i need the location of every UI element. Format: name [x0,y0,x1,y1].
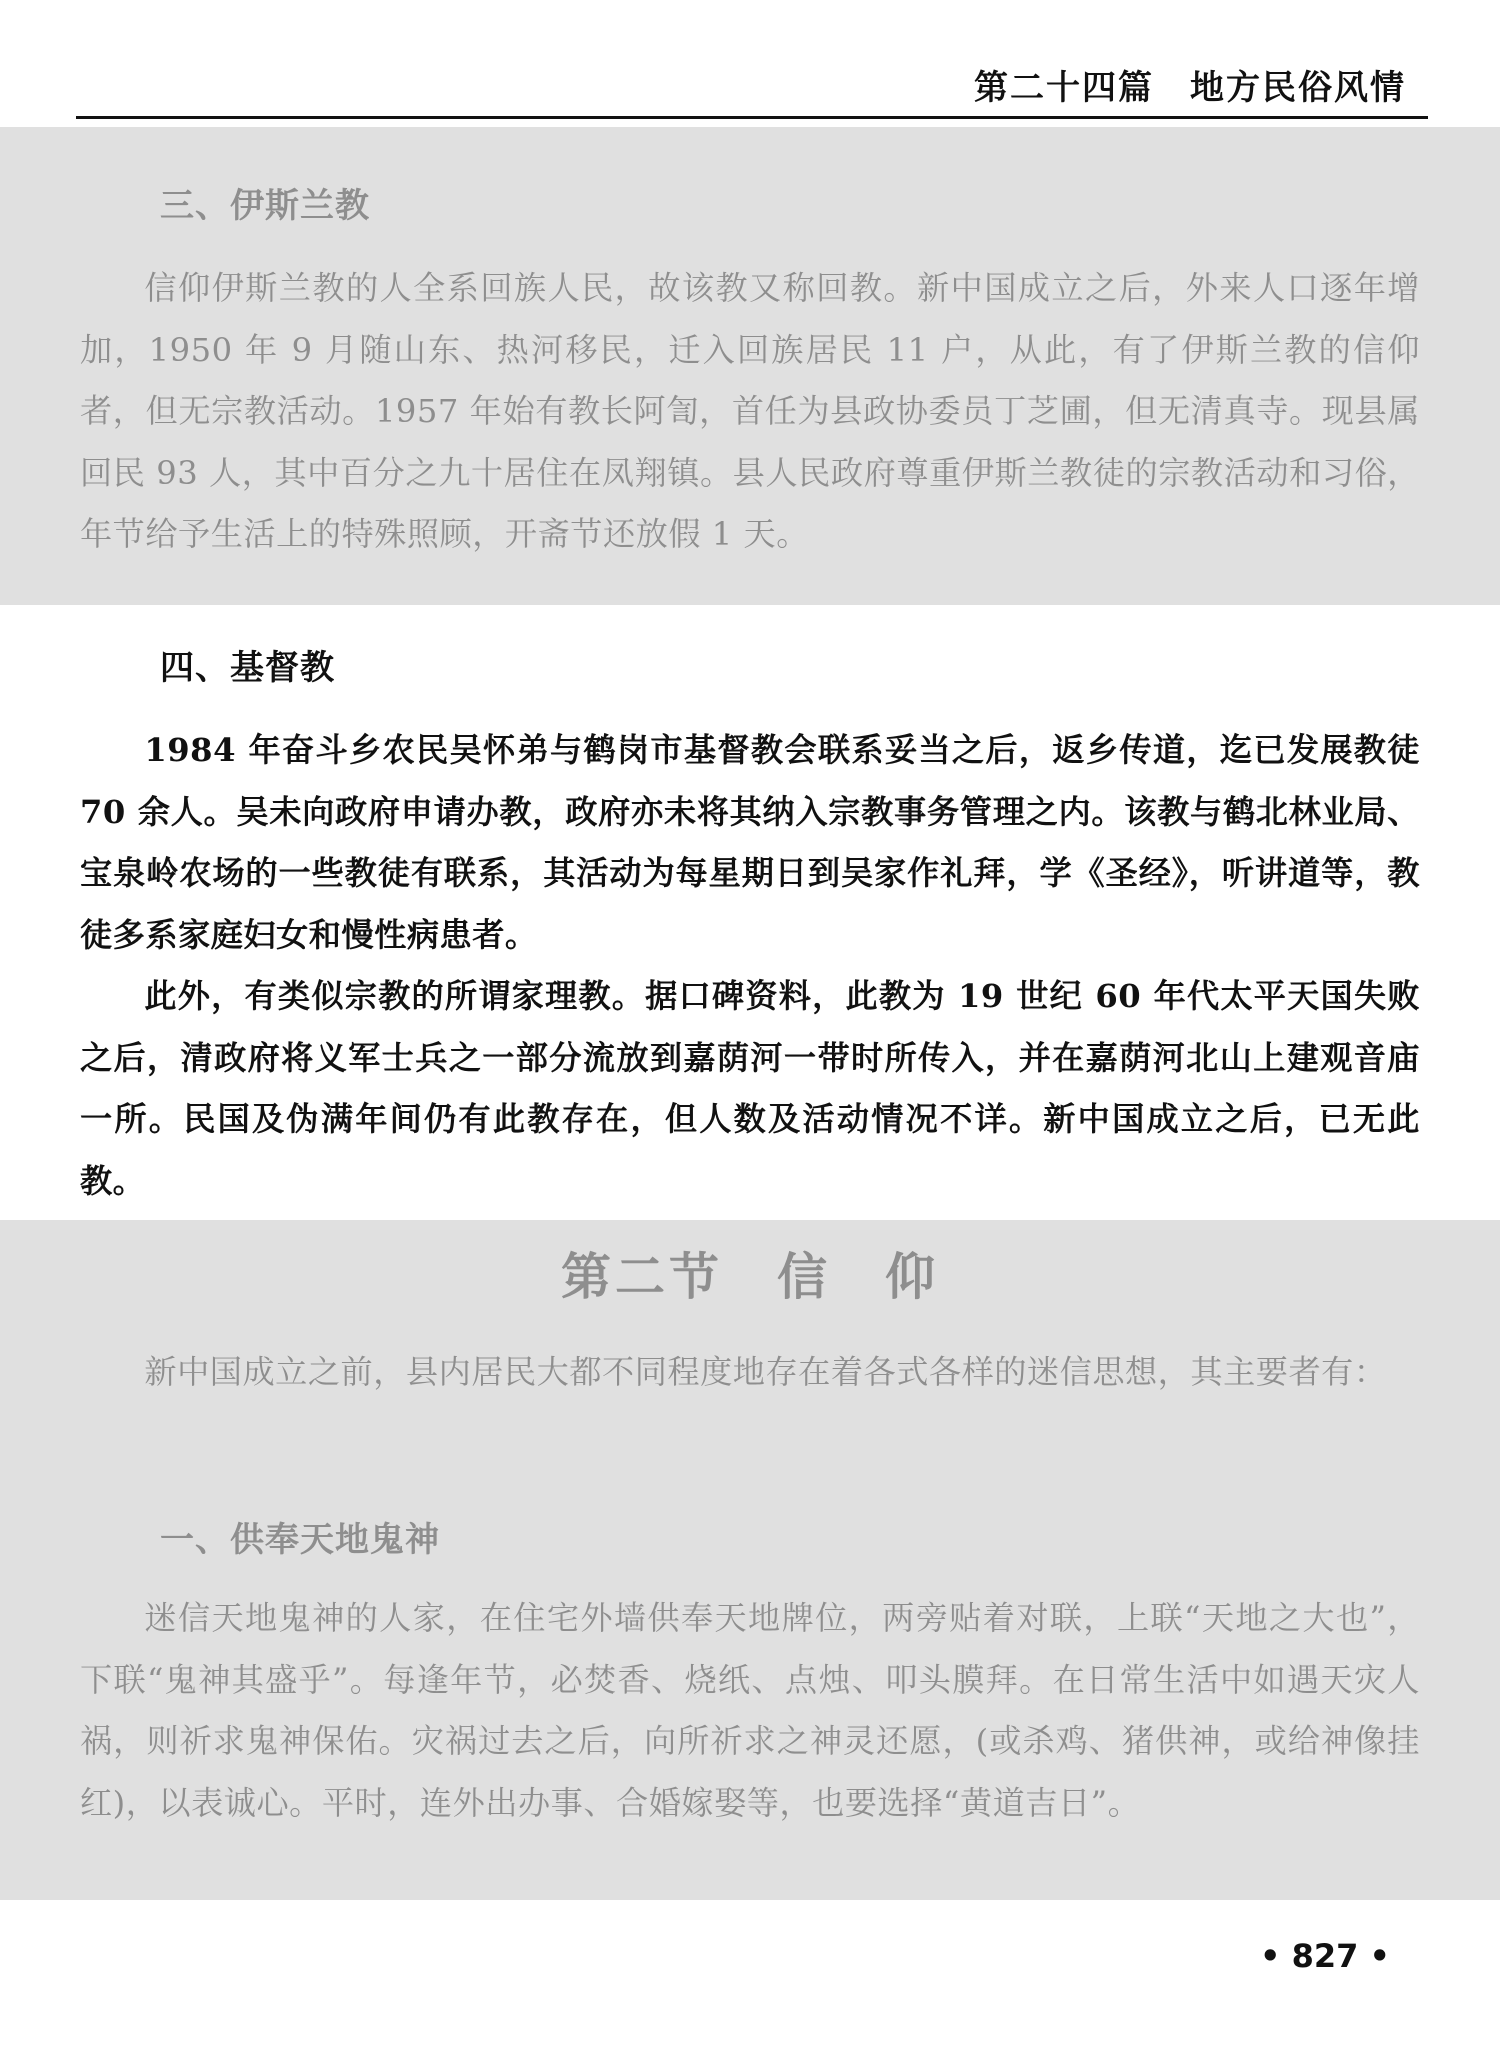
paragraph-worship-spirits: 迷信天地鬼神的人家，在住宅外墙供奉天地牌位，两旁贴着对联，上联“天地之大也”，下联“鬼神其盛乎”。每逢年节，必焚香、烧纸、点烛、叩头膜拜。在日常生活中如遇天灾人祸，则祈求鬼神保佑。灾祸过去之后，向所祈求之神灵还愿，(或杀鸡、猪供神，或给神像挂红)，以表诚心。平时，连外出办事、合婚嫁娶等，也要选择“黄道吉日”。 [80,1599,1420,1822]
paragraph-belief-intro: 新中国成立之前，县内居民大都不同程度地存在着各式各样的迷信思想，其主要者有： [144,1353,1387,1391]
paragraph-christianity-1: 1984 年奋斗乡农民吴怀弟与鹤岗市基督教会联系妥当之后，返乡传道，迄已发展教徒 70 余人。吴未向政府申请办教，政府亦未将其纳入宗教事务管理之内。该教与鹤北林业局、宝泉岭农场的一些教徒有联系，其活动为每星期日到吴家作礼拜，学《圣经》，听讲道等，教徒多系家庭妇女和慢性病患者。 [80,731,1420,954]
running-head-text: 第二十四篇 地方民俗风情 [974,68,1406,108]
heading-islam: 三、伊斯兰教 [160,186,370,226]
christianity-section-body [80,720,1420,1212]
section-title-belief: 第二节 信 仰 [561,1248,939,1306]
belief-intro-body [80,1342,1420,1404]
heading-worship-spirits: 一、供奉天地鬼神 [160,1520,440,1560]
paragraph-islam: 信仰伊斯兰教的人全系回族人民，故该教又称回教。新中国成立之后，外来人口逐年增加，1950 年 9 月随山东、热河移民，迁入回族居民 11 户，从此，有了伊斯兰教的信仰者，但无宗教活动。1957 年始有教长阿訇，首任为县政协委员丁芝圃，但无清真寺。现县属回民 93 人，其中百分之九十居住在凤翔镇。县人民政府尊重伊斯兰教徒的宗教活动和习俗，年节给予生活上的特殊照顾，开斋节还放假 1 天。 [80,269,1420,553]
running-head [76,58,1428,119]
heading-christianity: 四、基督教 [160,648,335,688]
worship-spirits-body [80,1588,1420,1834]
page-number: • 827 • [1260,1937,1390,1975]
paragraph-christianity-2: 此外，有类似宗教的所谓家理教。据口碑资料，此教为 19 世纪 60 年代太平天国失败之后，清政府将义军士兵之一部分流放到嘉荫河一带时所传入，并在嘉荫河北山上建观音庙一所。民国及伪满年间仍有此教存在，但人数及活动情况不详。新中国成立之后，已无此教。 [80,977,1420,1200]
islam-section-body [80,258,1420,566]
